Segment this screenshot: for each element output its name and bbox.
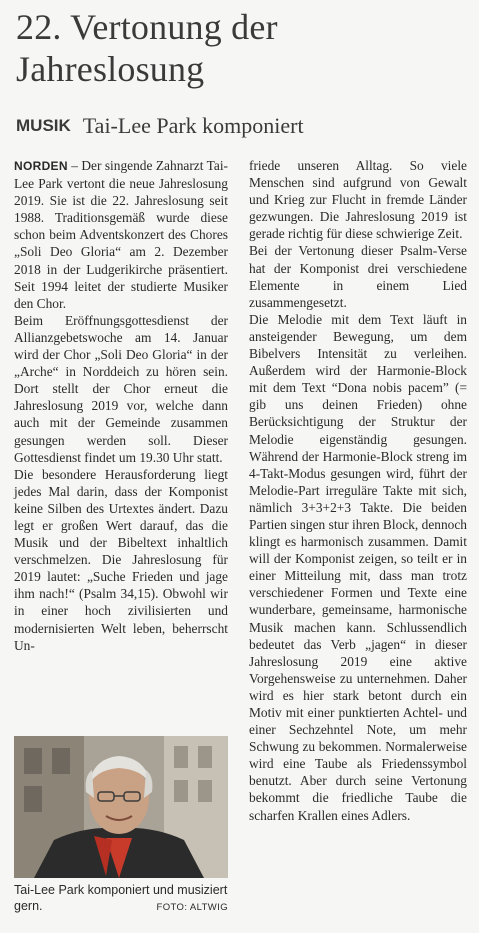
article-column-left [14, 157, 228, 654]
paragraph: Beim Eröffnungsgottesdienst der Allianzgebetswoche am 14. Januar wird der Chor „Soli Deo Gloria“ in der „Arche“ in Norddeich zu hören sein. Dort stellt der Chor erneut die Jahreslosung 2019 vor, welche dann auch mit der Gemeinde zusammen gesungen werden soll. Dieser Gottesdienst findet um 19.30 Uhr statt. [14, 312, 228, 465]
caption-text: Tai-Lee Park komponiert und musiziert gern. [14, 883, 228, 913]
paragraph: friede unseren Alltag. So viele Menschen sind aufgrund von Gewalt und Krieg zur Flucht in fremde Länder gezwungen. Die Jahreslosung 2019 ist gerade richtig für diese schwierige Zeit. [249, 158, 467, 242]
photo-credit: FOTO: ALTWIG [156, 902, 228, 913]
portrait-photo [14, 736, 228, 878]
portrait-image [14, 736, 228, 878]
paragraph: Die besondere Herausforderung liegt jedes Mal darin, dass der Komponist keine Silben des Urtextes ändert. Dazu legt er großen Wert darauf, das die Musik und der Bibeltext inhaltlich verschmelzen. Die Jahreslosung für 2019 lautet: „Suche Frieden und jage ihm nach!“ (Psalm 34,15). Obwohl wir in einer hoch zivilisierten und modernisierten Welt leben, beherrscht Un- [14, 466, 228, 653]
photo-caption [14, 882, 228, 916]
paragraph: Bei der Vertonung dieser Psalm-Verse hat der Komponist drei verschiedene Elemente in einem Lied zusammengesetzt. [249, 243, 467, 310]
headline-line-1: 22. Vertonung der [16, 7, 278, 47]
dateline: NORDEN [14, 159, 68, 173]
paragraph: Die Melodie mit dem Text läuft in ansteigender Bewegung, um dem Bibelvers Intensität zu verleihen. Außerdem wird der Harmonie-Block mit dem Text “Dona nobis pacem” (= gib uns deinen Frieden) ohne Berücksichtigung der Struktur der Melodie eigenständig gesungen. Während der Harmonie-Block streng im 4-Takt-Modus gesungen wird, führt der Melodie-Part irreguläre Takte mit sich, nämlich 3+3+2+3 Takte. Die beiden Partien singen stur ihren Block, dennoch klingt es harmonisch zusammen. Damit will der Komponist zeigen, so teilt er in einer Mitteilung mit, dass man trotz verschiedener Formen und Texte eine wunderbare, gemeinsame, harmonische Musik machen kann. Schlussendlich bedeutet das Verb „jagen“ in dieser Jahreslosung 2019 eine aktive Vorgehensweise zu unternehmen. Daher wird es hier stark betont durch ein Motiv mit einer punktierten Achtel- und einer Sechzehntel Note, um mehr Schwung zu bekommen. Normalerweise wird eine Taube als Friedenssymbol benutzt. Aber durch seine Vertonung bekommt die friedliche Taube die scharfen Krallen eines Adlers. [249, 311, 467, 823]
article-column-right [249, 157, 467, 824]
subheadline: Tai-Lee Park komponiert [82, 113, 304, 138]
section-kicker: MUSIK [16, 116, 71, 135]
paragraph [14, 157, 228, 312]
paragraph-text: – Der singende Zahnarzt Tai-Lee Park vertont die neue Jahreslosung 2019. Sie ist die 22. Jahreslosung seit 1988. Traditionsgemäß wurde diese schon beim Adventskonzert des Chores „Soli Deo Gloria“ am 2. Dezember 2018 in der Ludgerikirche präsentiert. Seit 1994 leitet der studierte Musiker den Chor. [14, 158, 228, 311]
headline-line-2: Jahreslosung [16, 49, 205, 89]
kicker-row [16, 113, 466, 139]
headline [16, 6, 466, 90]
